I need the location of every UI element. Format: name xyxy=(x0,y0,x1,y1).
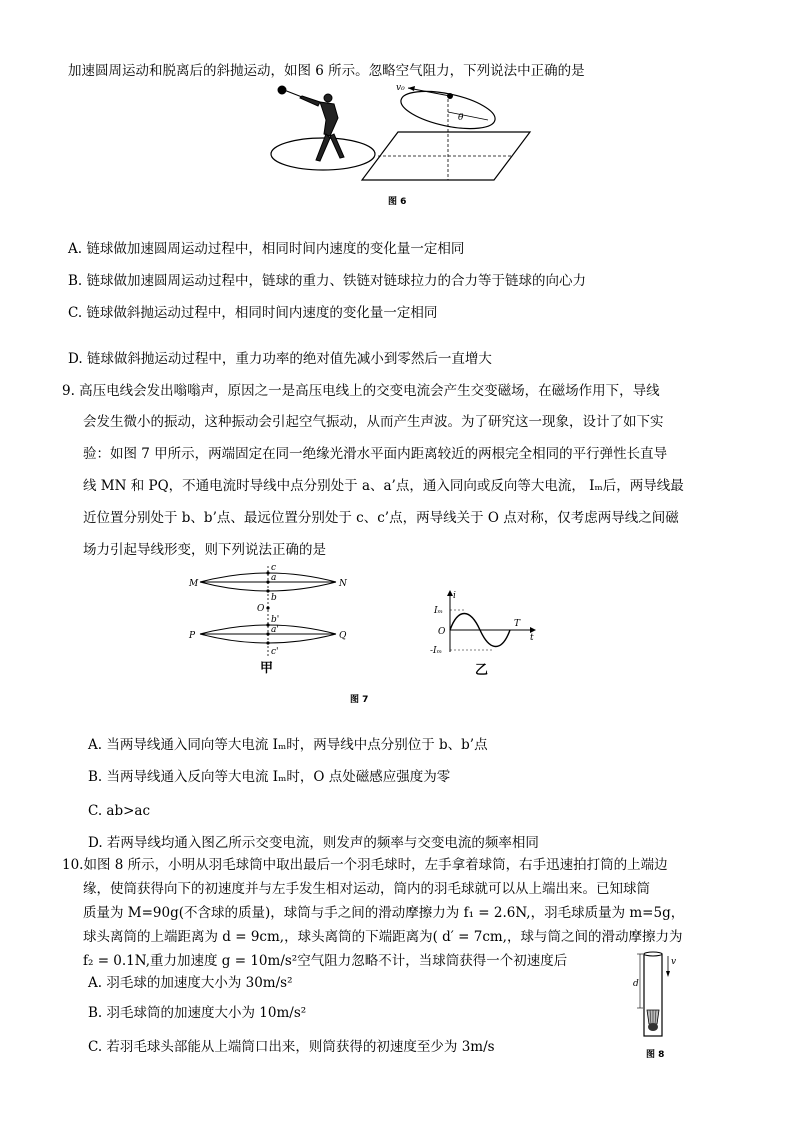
q10-option-c: C. 若羽毛球头部能从上端筒口出来，则筒获得的初速度至少为 3m/s xyxy=(88,1039,495,1055)
q9-line-2: 会发生微小的振动，这种振动会引起空气振动，从而产生声波。为了研究这一现象，设计了如下实 xyxy=(83,414,664,430)
q8-stem: 加速圆周运动和脱离后的斜抛运动，如图 6 所示。忽略空气阻力，下列说法中正确的是 xyxy=(68,63,585,79)
label-P: P xyxy=(189,631,196,641)
q9-line-5: 近位置分别处于 b、b’点、最远位置分别处于 c、c’点，两导线关于 O 点对称，仅考虑两导线之间磁 xyxy=(83,510,679,526)
figure-6-caption: 图 6 xyxy=(388,197,407,207)
q8-option-c: C. 链球做斜抛运动过程中，相同时间内速度的变化量一定相同 xyxy=(68,305,438,321)
q9-line-3: 验：如图 7 甲所示，两端固定在同一绝缘光滑水平面内距离较近的两根完全相同的平行弹性长直导 xyxy=(83,446,668,462)
q9-line-4: 线 MN 和 PQ，不通电流时导线中点分别处于 a、a’点，通入同向或反向等大电流， Iₘ后，两导线最 xyxy=(83,478,684,494)
q10-line-5: f₂ = 0.1N,重力加速度 g = 10m/s²空气阻力忽略不计，当球筒获得一个初速度后 xyxy=(83,953,568,969)
label-b-prime: b' xyxy=(271,615,280,625)
label-v0: v₀ xyxy=(396,83,405,93)
q8-option-b: B. 链球做加速圆周运动过程中，链球的重力、铁链对链球拉力的合力等于链球的向心力 xyxy=(68,273,587,289)
label-c: c xyxy=(271,563,277,573)
label-v: v xyxy=(671,957,677,967)
q8-option-d: D. 链球做斜抛运动过程中，重力功率的绝对值先减小到零然后一直增大 xyxy=(68,351,492,367)
label-d: d xyxy=(633,979,639,989)
q10-line-3: 质量为 M=90g(不含球的质量)，球筒与手之间的滑动摩擦力为 f₁ = 2.6N,，羽毛球质量为 m=5g， xyxy=(83,905,685,921)
label-N: N xyxy=(339,579,347,589)
q10-line-1: 10.如图 8 所示，小明从羽毛球筒中取出最后一个羽毛球时，左手拿着球筒，右手迅速拍打筒的上端边 xyxy=(62,857,668,873)
label-jia: 甲 xyxy=(260,661,274,676)
label-M: M xyxy=(189,579,199,589)
label-origin: O xyxy=(438,627,446,637)
label-neg-Im: -Iₘ xyxy=(430,646,443,656)
label-b: b xyxy=(271,593,277,603)
q9-line-1: 9. 高压电线会发出嗡嗡声，原因之一是高压电线上的交变电流会产生交变磁场，在磁场作用下，导线 xyxy=(62,383,660,399)
q9-option-b: B. 当两导线通入反向等大电流 Iₘ时，O 点处磁感应强度为零 xyxy=(88,769,451,785)
athlete-figure xyxy=(278,86,344,161)
label-t: t xyxy=(530,633,534,643)
label-yi: 乙 xyxy=(475,663,489,678)
q9-option-a: A. 当两导线通入同向等大电流 Iₘ时，两导线中点分别位于 b、b’点 xyxy=(88,737,488,753)
q9-line-6: 场力引起导线形变，则下列说法正确的是 xyxy=(83,542,326,558)
q8-option-a: A. 链球做加速圆周运动过程中，相同时间内速度的变化量一定相同 xyxy=(68,241,465,257)
label-Im: Iₘ xyxy=(434,606,444,616)
label-theta: θ xyxy=(458,113,464,123)
q9-option-c: C. ab>ac xyxy=(88,803,151,819)
label-a-prime: a' xyxy=(271,625,279,635)
label-Q: Q xyxy=(339,631,347,641)
figure-6 xyxy=(268,84,538,184)
figure-8 xyxy=(632,952,682,1042)
figure-8-caption: 图 8 xyxy=(646,1050,665,1060)
q10-option-a: A. 羽毛球的加速度大小为 30m/s² xyxy=(88,975,293,991)
label-a: a xyxy=(271,573,277,583)
label-O: O xyxy=(257,604,265,614)
figure-7-yi xyxy=(430,590,540,678)
q9-option-d: D. 若两导线均通入图乙所示交变电流，则发声的频率与交变电流的频率相同 xyxy=(88,835,539,851)
label-c-prime: c' xyxy=(271,647,279,657)
q10-line-4: 球头离筒的上端距离为 d = 9cm,，球头离筒的下端距离为( d′ = 7cm,，球与筒之间的滑动摩擦力为 xyxy=(83,929,683,945)
q10-option-b: B. 羽毛球筒的加速度大小为 10m/s² xyxy=(88,1005,307,1021)
q10-line-2: 缘，使筒获得向下的初速度并与左手发生相对运动，筒内的羽毛球就可以从上端出来。已知球筒 xyxy=(83,881,650,897)
figure-7-caption: 图 7 xyxy=(350,695,369,705)
label-T: T xyxy=(514,619,521,629)
shuttlecock xyxy=(647,1010,659,1031)
figure-7-jia xyxy=(186,562,356,678)
label-i: i xyxy=(453,591,456,601)
